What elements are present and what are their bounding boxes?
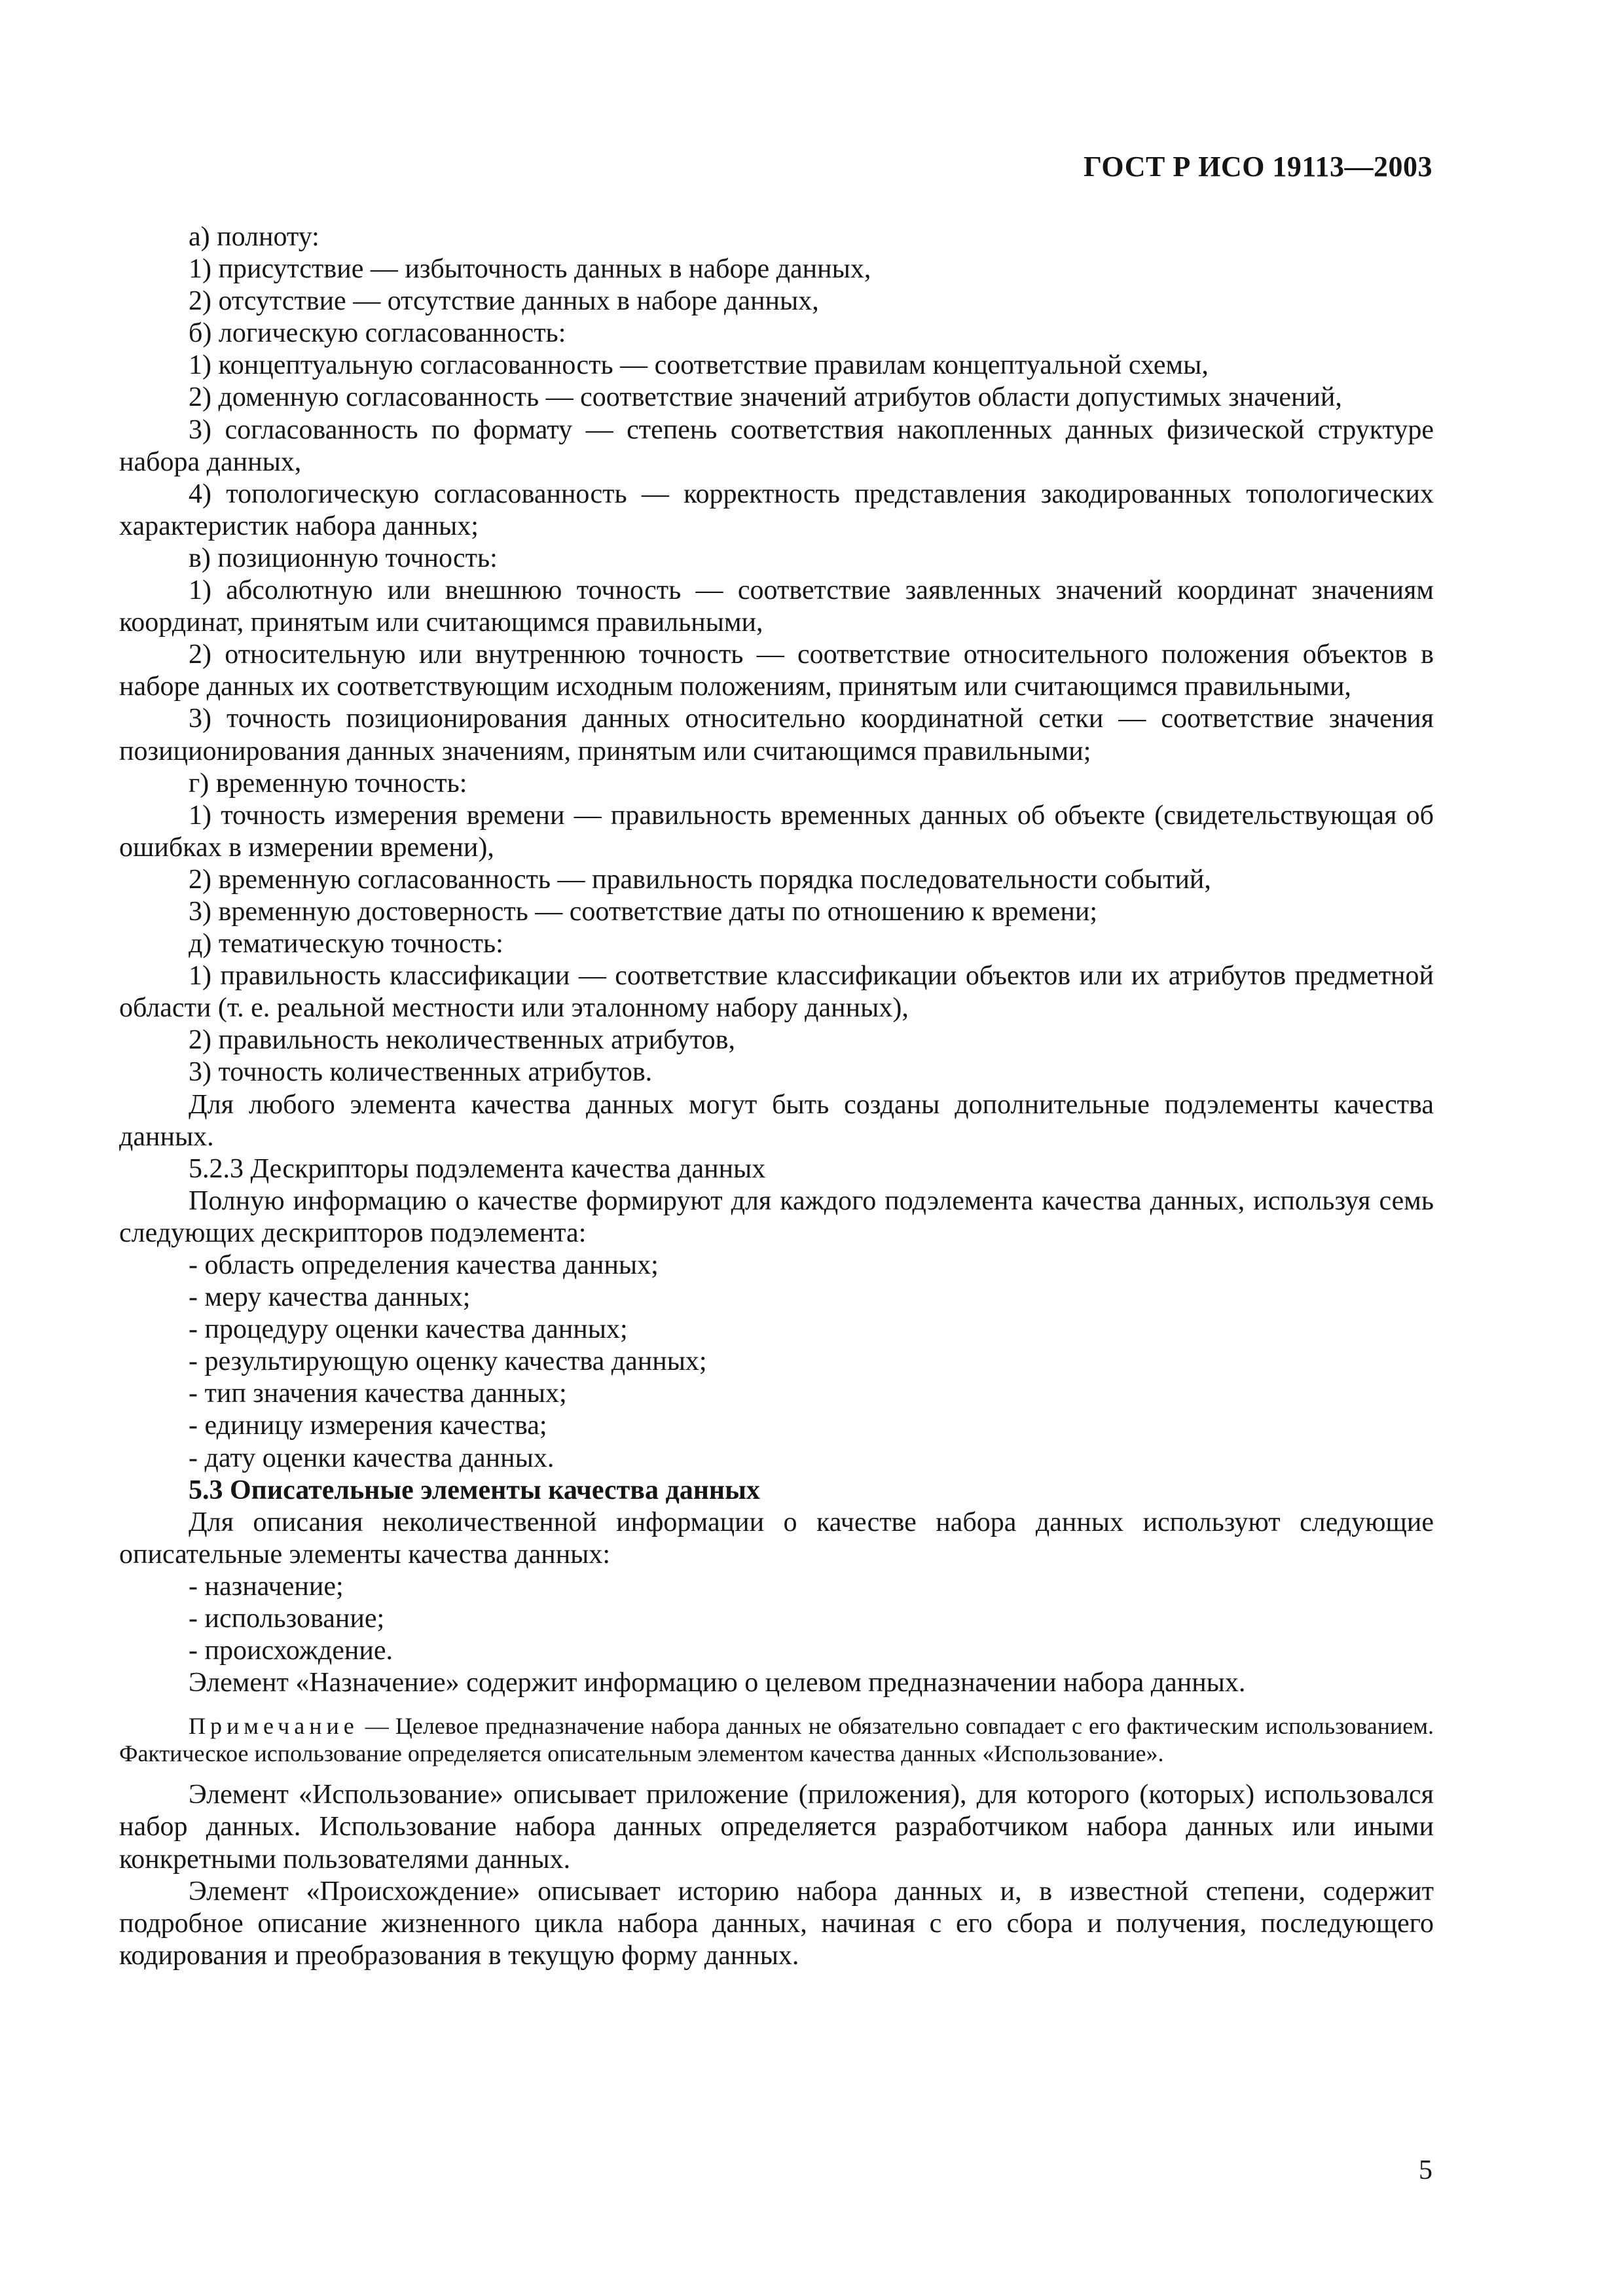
paragraph: г) временную точность: — [189, 768, 467, 798]
paragraph: в) позиционную точность: — [189, 543, 498, 573]
paragraph: 3) временную достоверность — соответствие даты по отношению к времени; — [189, 896, 1098, 927]
paragraph: 1) точность измерения времени — правильность временных данных об объекте (свидетельствующая об ошибках в измерении времени), — [119, 800, 1434, 863]
paragraph: Элемент «Происхождение» описывает историю набора данных и, в известной степени, содержит подробное описание жизненного цикла набора данных, начиная с его сбора и получения, последующего кодирования и преобразования в текущую форму данных. — [119, 1876, 1434, 1971]
paragraph: 3) точность количественных атрибутов. — [189, 1057, 653, 1088]
paragraph: 2) относительную или внутреннюю точность — соответствие относительного положения объектов в наборе данных их соответствующим исходным положениям, принятым или считающимся правильными, — [119, 639, 1434, 702]
paragraph: 1) правильность классификации — соответствие классификации объектов или их атрибутов предметной области (т. е. реальной местности или эталонному набору данных), — [119, 961, 1434, 1024]
paragraph: - использование; — [189, 1604, 385, 1634]
paragraph: Для описания неколичественной информации о качестве набора данных используют следующие описательные элементы качества данных: — [119, 1507, 1434, 1570]
paragraph: 2) отсутствие — отсутствие данных в наборе данных, — [189, 286, 819, 317]
paragraph: 1) присутствие — избыточность данных в наборе данных, — [189, 254, 871, 285]
paragraph-group-top — [119, 221, 1434, 1475]
paragraph: 1) концептуальную согласованность — соответствие правилам концептуальной схемы, — [189, 350, 1209, 381]
paragraph: 2) правильность неколичественных атрибутов, — [189, 1025, 735, 1056]
paragraph: 2) временную согласованность — правильность порядка последовательности событий, — [189, 864, 1211, 895]
paragraph: - область определения качества данных; — [189, 1250, 659, 1280]
paragraph: Полную информацию о качестве формируют для каждого подэлемента качества данных, используя семь следующих дескрипторов подэлемента: — [119, 1185, 1434, 1248]
paragraph: 1) абсолютную или внешнюю точность — соответствие заявленных значений координат значениям координат, принятым или считающимся правильными, — [119, 575, 1434, 638]
document-body — [119, 221, 1434, 1972]
paragraph: 5.2.3 Дескрипторы подэлемента качества данных — [189, 1153, 766, 1184]
paragraph: Элемент «Использование» описывает приложение (приложения), для которого (которых) использовался набор данных. Использование набора данных определяется разработчиком набора данных или иными конкретными пользователями данных. — [119, 1780, 1434, 1874]
note-text: — Целевое предназначение набора данных не обязательно совпадает с его фактическим использованием. Фактическое использование определяется описательным элементом качества данных «Использование». — [119, 1713, 1434, 1767]
paragraph-group-middle — [119, 1507, 1434, 1700]
paragraph: д) тематическую точность: — [189, 929, 503, 960]
paragraph: - процедуру оценки качества данных; — [189, 1314, 628, 1345]
note-label: Примечание — [189, 1713, 359, 1740]
paragraph: - тип значения качества данных; — [189, 1378, 567, 1409]
page-number: 5 — [1419, 2155, 1432, 2185]
paragraph-group-bottom — [119, 1779, 1434, 1972]
paragraph: 2) доменную согласованность — соответствие значений атрибутов области допустимых значений, — [189, 382, 1342, 413]
paragraph: Элемент «Назначение» содержит информацию о целевом предназначении набора данных. — [189, 1668, 1246, 1698]
paragraph: - назначение; — [189, 1571, 344, 1602]
paragraph: б) логическую согласованность: — [189, 318, 566, 349]
paragraph: - дату оценки качества данных. — [189, 1443, 555, 1473]
paragraph: - единицу измерения качества; — [189, 1410, 547, 1441]
paragraph: 4) топологическую согласованность — корректность представления закодированных топологических характеристик набора данных; — [119, 478, 1434, 541]
note-block — [119, 1712, 1434, 1767]
paragraph: а) полноту: — [189, 222, 319, 252]
document-code-header: ГОСТ Р ИСО 19113—2003 — [1084, 151, 1432, 183]
paragraph: 3) точность позиционирования данных относительно координатной сетки — соответствие значения позиционирования данных значениям, принятым или считающимся правильными; — [119, 704, 1434, 766]
paragraph: - происхождение. — [189, 1636, 393, 1666]
paragraph: - меру качества данных; — [189, 1282, 471, 1313]
paragraph: Для любого элемента качества данных могут быть созданы дополнительные подэлементы качества данных. — [119, 1089, 1434, 1152]
paragraph: - результирующую оценку качества данных; — [189, 1346, 707, 1377]
paragraph: 3) согласованность по формату — степень соответствия накопленных данных физической структуре набора данных, — [119, 414, 1434, 477]
section-heading: 5.3 Описательные элементы качества данных — [189, 1475, 760, 1505]
